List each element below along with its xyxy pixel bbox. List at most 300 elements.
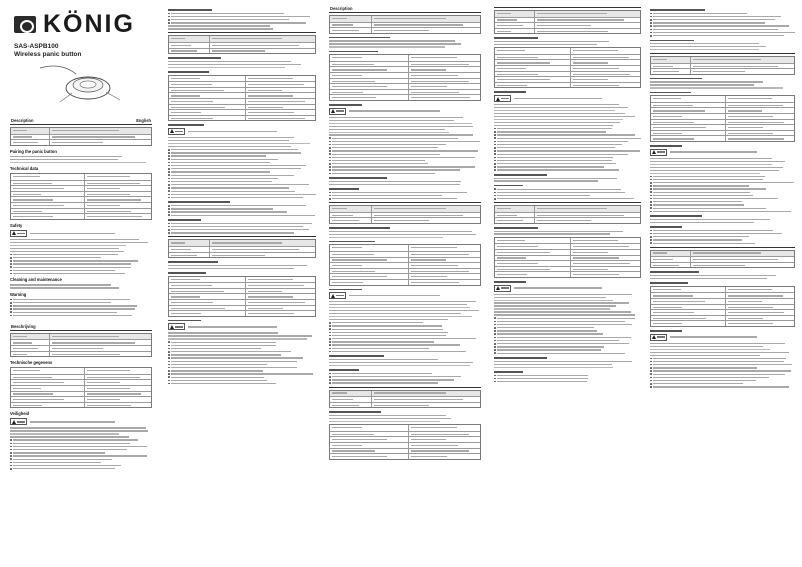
table-cell (330, 443, 408, 448)
table-row (330, 55, 480, 61)
table-row (330, 22, 480, 28)
table-cell (330, 437, 408, 442)
bullet-item (650, 230, 795, 232)
warning-label (494, 285, 641, 292)
table-cell (690, 257, 794, 262)
section-label: Beschrijving (11, 323, 36, 329)
column-heading (10, 324, 152, 331)
bullet-item (329, 351, 481, 353)
table-row (11, 379, 151, 385)
table-cell (651, 321, 725, 326)
table-cell (371, 206, 480, 212)
bullet-item (168, 214, 316, 216)
table-cell (11, 192, 84, 197)
text-line (494, 113, 625, 114)
bullet-item (10, 260, 152, 262)
table-cell (408, 62, 480, 67)
table-cell (651, 293, 725, 298)
text-line (10, 239, 139, 240)
table-cell (495, 23, 534, 28)
table-cell (570, 72, 640, 77)
bullet-item (494, 333, 641, 335)
text-line (329, 237, 443, 238)
text-line (329, 184, 460, 185)
bullet-item (650, 361, 795, 363)
section-heading (329, 51, 378, 53)
text-line (494, 294, 632, 295)
text-line (10, 242, 148, 243)
table-cell (495, 77, 570, 82)
bullet-item (329, 150, 481, 152)
warning-label (650, 149, 795, 156)
table-cell (11, 174, 84, 180)
table-cell (330, 213, 371, 218)
table-row (330, 442, 480, 448)
table-row (169, 76, 315, 82)
table-row (11, 202, 151, 208)
table-row (495, 59, 640, 65)
text-line (650, 161, 785, 162)
bullet-item (494, 378, 641, 380)
bullet-item (168, 149, 316, 151)
column-heading (494, 201, 641, 203)
table-cell (725, 96, 794, 102)
section-heading (329, 411, 381, 413)
bullet-item (168, 354, 316, 356)
text-line (10, 156, 122, 157)
table-cell (330, 258, 408, 263)
section-heading (650, 40, 694, 42)
table-cell (245, 300, 315, 305)
section-heading (494, 174, 547, 176)
table-cell (11, 403, 84, 408)
bullet-item (650, 383, 795, 385)
text-line (10, 284, 111, 285)
text-line (494, 104, 619, 105)
bullet-item (329, 332, 481, 334)
bullet-item (168, 367, 316, 369)
table-cell (651, 287, 725, 293)
table-cell (408, 432, 480, 437)
text-line (494, 119, 623, 120)
bullet-item (168, 208, 316, 210)
bullet-item (168, 211, 316, 213)
data-table (650, 250, 795, 269)
bullet-item (168, 383, 316, 385)
bullet-item (168, 380, 316, 382)
table-row (495, 266, 640, 272)
table-cell (371, 16, 480, 22)
table-cell (330, 454, 408, 459)
text-line (650, 46, 766, 47)
text-line (10, 433, 119, 434)
text-line (168, 332, 278, 333)
table-cell (330, 23, 371, 28)
table-row (330, 83, 480, 89)
table-row (651, 124, 794, 130)
text-line (650, 81, 763, 82)
table-cell (408, 443, 480, 448)
table-row (495, 22, 640, 28)
text-line (494, 297, 606, 298)
bullet-item (650, 191, 795, 193)
bullet-item (494, 188, 641, 190)
bullet-item (168, 16, 316, 18)
table-cell (245, 289, 315, 294)
bullet-item (494, 137, 641, 139)
bullet-item (329, 376, 481, 378)
table-row (330, 78, 480, 84)
text-line (650, 158, 772, 159)
text-line (494, 122, 620, 123)
bullet-item (650, 35, 795, 37)
bullet-item (494, 349, 641, 351)
bullet-item (168, 361, 316, 363)
table-cell (330, 16, 371, 22)
table-cell (725, 120, 794, 125)
table-row (495, 271, 640, 277)
table-cell (11, 128, 49, 134)
table-row (169, 288, 315, 294)
table-row (651, 251, 794, 257)
table-row (651, 262, 794, 268)
text-line (168, 137, 294, 138)
table-row (11, 351, 151, 357)
table-cell (49, 334, 151, 340)
table-cell (209, 36, 315, 42)
table-cell (725, 293, 794, 298)
warning-label (329, 292, 481, 299)
text-line (494, 180, 598, 181)
text-line (329, 418, 451, 419)
table-cell (408, 280, 480, 285)
bullet-item (650, 182, 795, 184)
bullet-item (494, 340, 641, 342)
data-table (329, 205, 481, 224)
bullet-item (10, 270, 152, 272)
table-row (11, 368, 151, 374)
table-row (330, 94, 480, 100)
column-heading (329, 386, 481, 388)
table-cell (651, 64, 690, 69)
bullet-item (650, 370, 795, 372)
bullet-item (650, 201, 795, 203)
table-cell (534, 213, 640, 218)
data-table (329, 15, 481, 34)
table-cell (84, 186, 151, 191)
section-heading (650, 92, 691, 94)
bullet-item (494, 169, 641, 171)
section-heading (650, 226, 682, 228)
table-row (330, 448, 480, 454)
section-heading (494, 371, 523, 373)
table-cell (408, 269, 480, 274)
table-row (495, 71, 640, 77)
text-line (494, 367, 613, 368)
text-line (329, 129, 445, 130)
table-row (330, 257, 480, 263)
table-cell (49, 128, 151, 134)
text-line (650, 349, 770, 350)
table-cell (169, 253, 209, 258)
table-cell (330, 245, 408, 251)
table-cell (495, 18, 534, 23)
table-cell (534, 206, 640, 212)
bullet-item (10, 254, 152, 256)
warning-triangle-icon (12, 420, 16, 424)
text-line (329, 304, 467, 305)
bullet-item (10, 458, 152, 460)
text-line (329, 362, 473, 363)
section-heading: Pairing the panic button (10, 148, 57, 154)
table-cell (651, 108, 725, 113)
text-line (329, 319, 448, 320)
bullet-item (494, 343, 641, 345)
table-row (495, 243, 640, 249)
table-row (495, 212, 640, 218)
table-cell (534, 218, 640, 223)
table-cell (725, 310, 794, 315)
table-cell (84, 174, 151, 180)
bullet-item (329, 153, 481, 155)
table-row (330, 436, 480, 442)
table-cell (11, 135, 49, 140)
table-cell (11, 352, 49, 357)
table-row (11, 196, 151, 202)
bullet-item (329, 163, 481, 165)
section-heading (650, 271, 699, 273)
table-row (651, 130, 794, 136)
table-cell (408, 79, 480, 84)
section-heading (168, 9, 212, 11)
table-cell (11, 203, 84, 208)
table-cell (495, 72, 570, 77)
text-line (329, 123, 472, 124)
table-cell (570, 250, 640, 255)
table-row (169, 104, 315, 110)
text-line (329, 40, 455, 41)
table-cell (570, 83, 640, 88)
table-row (495, 11, 640, 17)
table-cell (169, 82, 245, 87)
bullet-item (329, 382, 481, 384)
table-cell (245, 93, 315, 98)
bullet-item (168, 370, 316, 372)
table-cell (570, 48, 640, 54)
table-row (169, 299, 315, 305)
table-cell (725, 131, 794, 136)
bullet-item (168, 357, 316, 359)
bullet-item (10, 465, 152, 467)
text-line (494, 308, 610, 309)
table-row (169, 277, 315, 283)
table-cell (169, 294, 245, 299)
table-cell (11, 346, 49, 351)
table-cell (11, 392, 84, 397)
bullet-item (10, 308, 152, 310)
table-row (651, 96, 794, 102)
table-cell (49, 135, 151, 140)
table-cell (209, 253, 315, 258)
table-cell (209, 43, 315, 48)
text-line (10, 248, 119, 249)
bullet-item (168, 158, 316, 160)
bullet-item (329, 325, 481, 327)
text-line (650, 170, 779, 171)
warning-label (168, 323, 316, 330)
section-heading (168, 219, 201, 221)
bullet-item (650, 16, 795, 18)
bullet-item (329, 344, 481, 346)
table-cell (495, 213, 534, 218)
bullet-item (168, 155, 316, 157)
table-cell (84, 380, 151, 385)
bullet-item (329, 335, 481, 337)
text-line (168, 146, 291, 147)
table-cell (84, 203, 151, 208)
table-row (169, 246, 315, 252)
table-cell (169, 110, 245, 115)
column-heading (650, 246, 795, 248)
bullet-item (329, 166, 481, 168)
table-cell (408, 73, 480, 78)
table-cell (245, 105, 315, 110)
bullet-item (494, 163, 641, 165)
table-cell (651, 131, 725, 136)
bullet-item (168, 223, 316, 225)
table-cell (371, 391, 480, 397)
table-cell (651, 96, 725, 102)
text-line (494, 361, 632, 362)
data-table (650, 95, 795, 142)
table-cell (651, 57, 690, 63)
section-heading: Technische gegevens (10, 360, 53, 366)
section-heading (494, 357, 547, 359)
table-cell (11, 209, 84, 214)
table-cell (330, 425, 408, 431)
table-row (495, 28, 640, 34)
text-line (329, 120, 454, 121)
table-row (330, 425, 480, 431)
table-cell (651, 310, 725, 315)
table-row (11, 385, 151, 391)
warning-label (168, 128, 316, 135)
table-cell (495, 250, 570, 255)
table-row (169, 87, 315, 93)
table-cell (11, 181, 84, 186)
section-heading (650, 330, 682, 332)
bullet-item (650, 179, 795, 181)
section-heading: Technical data (10, 166, 39, 172)
table-row (169, 109, 315, 115)
table-cell (534, 11, 640, 17)
table-cell (169, 93, 245, 98)
table-row (11, 374, 151, 380)
text-line (650, 49, 759, 50)
table-row (169, 282, 315, 288)
bullet-item (329, 169, 481, 171)
table-cell (84, 403, 151, 408)
bullet-item (494, 160, 641, 162)
bullet-item (650, 373, 795, 375)
table-cell (169, 36, 209, 42)
table-row (330, 453, 480, 459)
table-cell (570, 244, 640, 249)
table-cell (725, 136, 794, 141)
bullet-item (494, 337, 641, 339)
text-line (168, 28, 273, 29)
bullet-item (650, 233, 795, 235)
bullet-item (329, 328, 481, 330)
column-other-languages (650, 6, 795, 562)
text-line (168, 268, 294, 269)
bullet-item (168, 226, 316, 228)
section-heading (168, 71, 209, 73)
table-row (11, 402, 151, 408)
column-french-italian (329, 6, 481, 562)
table-row (11, 128, 151, 134)
table-cell (84, 397, 151, 402)
section-heading (168, 320, 201, 322)
data-table (494, 205, 641, 224)
bullet-item (329, 338, 481, 340)
section-heading (494, 37, 538, 39)
section-heading (329, 241, 375, 243)
bullet-item (650, 29, 795, 31)
text-line (168, 338, 307, 339)
table-cell (49, 340, 151, 345)
text-line (494, 364, 612, 365)
table-cell (245, 99, 315, 104)
bullet-item (650, 188, 795, 190)
table-cell (245, 277, 315, 283)
table-cell (330, 28, 371, 33)
data-table (650, 56, 795, 75)
text-line (650, 219, 770, 220)
table-cell (408, 449, 480, 454)
text-line (494, 178, 617, 179)
table-row (330, 89, 480, 95)
table-cell (169, 289, 245, 294)
table-cell (330, 280, 408, 285)
table-row (495, 48, 640, 54)
table-cell (84, 386, 151, 391)
section-heading (494, 227, 538, 229)
table-cell (11, 380, 84, 385)
column-nordic (494, 6, 641, 562)
table-cell (690, 64, 794, 69)
text-line (10, 427, 146, 428)
bullet-item (329, 198, 481, 200)
text-line (650, 164, 772, 165)
table-row (11, 191, 151, 197)
table-cell (11, 334, 49, 340)
warning-triangle-icon (496, 286, 500, 290)
table-row (11, 396, 151, 402)
table-cell (651, 257, 690, 262)
table-cell (49, 140, 151, 145)
section-heading: Safety (10, 222, 23, 228)
table-cell (330, 449, 408, 454)
text-line (494, 231, 623, 232)
table-row (651, 57, 794, 63)
table-cell (495, 267, 570, 272)
table-cell (408, 84, 480, 89)
bullet-item (650, 204, 795, 206)
bullet-item (650, 236, 795, 238)
section-heading (650, 9, 705, 11)
section-heading (494, 281, 526, 283)
